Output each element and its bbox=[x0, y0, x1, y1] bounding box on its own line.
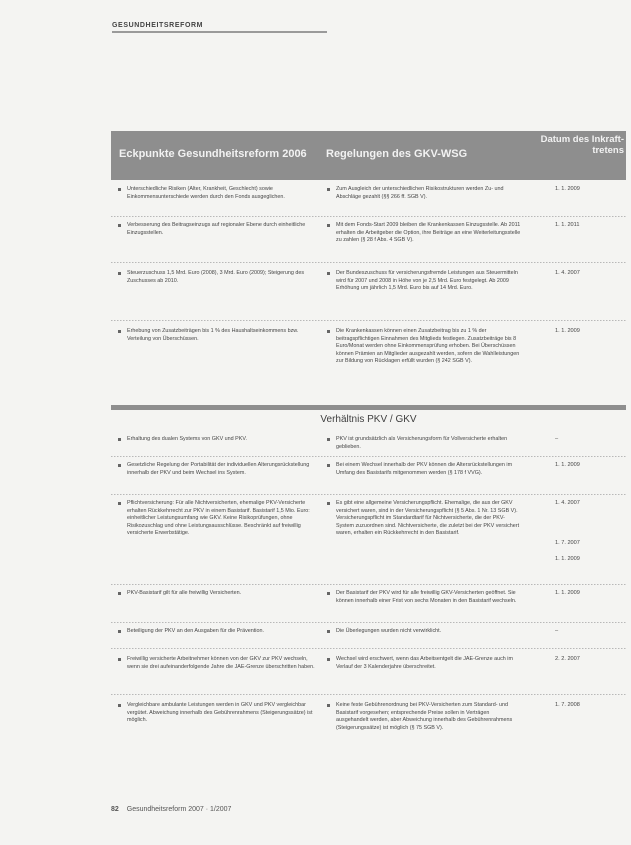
bullet-icon bbox=[118, 592, 121, 595]
row-a3-eckpunkt: Steuerzuschuss 1,5 Mrd. Euro (2008), 3 Mrd. Euro (2009); Steigerung des Zuschusses ab 2010. bbox=[127, 270, 317, 285]
row-b4-date: 1. 1. 2009 bbox=[555, 590, 580, 596]
page-number: 82 bbox=[111, 806, 119, 813]
row-a3-regelung: Der Bundeszuschuss für versicherungsfremde Leistungen aus Steuermitteln wird für 2007 und 2008 in Höhe von je 2,5 Mrd. Euro festgelegt. Ab 2009 Erhöhung um jährlich 1,5 Mrd. Euro bis auf 14 Mrd. Euro. bbox=[336, 270, 521, 293]
row-b5-eckpunkt: Beteiligung der PKV an den Ausgaben für die Prävention. bbox=[127, 628, 317, 636]
row-b6-eckpunkt: Freiwillig versicherte Arbeitnehmer können von der GKV zur PKV wechseln, wenn sie drei aufeinanderfolgende Jahre die JAE-Grenze überschritten haben. bbox=[127, 656, 317, 671]
bullet-icon bbox=[118, 188, 121, 191]
row-a1-eckpunkt: Unterschiedliche Risiken (Alter, Krankheit, Geschlecht) sowie Einkommensunterschiede werden durch den Fonds ausgeglichen. bbox=[127, 186, 317, 201]
row-b3-date-2: 1. 7. 2007 bbox=[555, 540, 580, 546]
row-separator bbox=[111, 216, 626, 217]
row-separator bbox=[111, 622, 626, 623]
bullet-icon bbox=[327, 630, 330, 633]
page-footer bbox=[111, 806, 231, 813]
row-b1-eckpunkt: Erhaltung des dualen Systems von GKV und PKV. bbox=[127, 436, 317, 444]
bullet-icon bbox=[327, 330, 330, 333]
bullet-icon bbox=[118, 502, 121, 505]
bullet-icon bbox=[118, 224, 121, 227]
running-head: GESUNDHEITSREFORM bbox=[112, 22, 204, 29]
row-b4-eckpunkt: PKV-Basistarif gilt für alle freiwillig Versicherten. bbox=[127, 590, 317, 598]
row-separator bbox=[111, 648, 626, 649]
row-b3-regelung: Es gibt eine allgemeine Versicherungspflicht. Ehemalige, die aus der GKV versichert waren, sind in der Versicherungspflicht (§ 5 Abs. 1 Nr. 13 SGB V). Versicherungspflicht im Standardtarif für Nichtversicherte, die der PKV-System zuzuordnen sind. Nichtversicherte, die zuletzt bei der PKV versichert waren, erhalten ein Rückkehrrecht in den Basistarif. bbox=[336, 500, 521, 538]
row-b5-date: – bbox=[555, 628, 559, 634]
row-b2-eckpunkt: Gesetzliche Regelung der Portabilität der individuellen Alterungsrückstellung innerhalb der PKV und beim Wechsel ins System. bbox=[127, 462, 317, 477]
row-b4-regelung: Der Basistarif der PKV wird für alle freiwillig GKV-Versicherten geöffnet. Sie können innerhalb einer Frist von sechs Monaten in den Basistarif wechseln. bbox=[336, 590, 521, 605]
footer-text: Gesundheitsreform 2007 · 1/2007 bbox=[126, 806, 232, 813]
row-b6-regelung: Wechsel wird erschwert, wenn das Arbeitsentgelt die JAE-Grenze auch im Verlauf der 3 Kalenderjahre überschreitet. bbox=[336, 656, 521, 671]
bullet-icon bbox=[327, 272, 330, 275]
row-a1-regelung: Zum Ausgleich der unterschiedlichen Risikostrukturen werden Zu- und Abschläge gezahlt (§§ 266 ff. SGB V). bbox=[336, 186, 521, 201]
row-separator bbox=[111, 494, 626, 495]
row-b3-eckpunkt: Pflichtversicherung: Für alle Nichtversicherten, ehemalige PKV-Versicherte erhalten Rückkehrrecht zur PKV in einem Basistarif. Basistarif 1,5 Mio. Euro: einheitlicher Leistungsumfang wie GKV. Keine Risikoprüfungen, ohne Risikozuschlag und ohne Leistungsausschlüsse. Beschränkt auf freiwillig versicherte Erwerbstätige. bbox=[127, 500, 317, 538]
row-b7-eckpunkt: Vergleichbare ambulante Leistungen werden in GKV und PKV vergleichbar vergütet. Abweichung innerhalb des Gebührenrahmens (Steigerungssätze) ist möglich. bbox=[127, 702, 317, 725]
section-title: Verhältnis PKV / GKV bbox=[320, 414, 417, 425]
bullet-icon bbox=[327, 438, 330, 441]
table-header bbox=[111, 131, 626, 180]
bullet-icon bbox=[118, 272, 121, 275]
row-b3-date-3: 1. 1. 2009 bbox=[555, 556, 580, 562]
row-b2-date: 1. 1. 2009 bbox=[555, 462, 580, 468]
bullet-icon bbox=[327, 224, 330, 227]
bullet-icon bbox=[118, 464, 121, 467]
row-a1-date: 1. 1. 2009 bbox=[555, 186, 580, 192]
row-a2-regelung: Mit dem Fonds-Start 2009 bleiben die Krankenkassen Einzugsstelle. Ab 2011 erhalten die Arbeitgeber die Option, ihre Beiträge an eine Weiterleitungsstelle zu zahlen (§ 28 f Abs. 4 SGB V). bbox=[336, 222, 521, 245]
running-head-rule bbox=[112, 31, 327, 33]
row-separator bbox=[111, 320, 626, 321]
row-a4-eckpunkt: Erhebung von Zusatzbeiträgen bis 1 % des Haushaltseinkommens bzw. Verteilung von Überschüssen. bbox=[127, 328, 317, 343]
row-b1-regelung: PKV ist grundsätzlich als Versicherungsform für Vollversicherte erhalten geblieben. bbox=[336, 436, 521, 451]
row-b5-regelung: Die Überlegungen wurden nicht verwirklicht. bbox=[336, 628, 521, 636]
row-b2-regelung: Bei einem Wechsel innerhalb der PKV können die Altersrückstellungen im Umfang des Basistarifs mitgenommen werden (§ 178 f VVG). bbox=[336, 462, 521, 477]
row-b1-date: – bbox=[555, 436, 559, 442]
header-eckpunkte: Eckpunkte Gesundheitsreform 2006 bbox=[119, 148, 307, 160]
row-separator bbox=[111, 584, 626, 585]
bullet-icon bbox=[118, 438, 121, 441]
bullet-icon bbox=[118, 330, 121, 333]
row-separator bbox=[111, 262, 626, 263]
row-separator bbox=[111, 456, 626, 457]
row-a2-date: 1. 1. 2011 bbox=[555, 222, 580, 228]
header-datum: Datum des Inkraft-tretens bbox=[540, 134, 624, 156]
row-separator bbox=[111, 694, 626, 695]
row-a4-regelung: Die Krankenkassen können einen Zusatzbeitrag bis zu 1 % der beitragspflichtigen Einnahmen des Mitglieds festlegen. Zusatzbeiträge bis 8 Euro/Monat werden ohne Einkommensprüfung erhoben. Bei Überschüssen können Prämien an Mitglieder ausgezahlt werden, sofern die Wahlleistungen zur Bildung von Rücklagen erfüllt wurden (§ 242 SGB V). bbox=[336, 328, 521, 366]
bullet-icon bbox=[327, 658, 330, 661]
section-rule bbox=[111, 405, 626, 410]
row-b6-date: 2. 2. 2007 bbox=[555, 656, 580, 662]
row-b3-date-1: 1. 4. 2007 bbox=[555, 500, 580, 506]
bullet-icon bbox=[327, 592, 330, 595]
bullet-icon bbox=[118, 704, 121, 707]
row-b7-date: 1. 7. 2008 bbox=[555, 702, 580, 708]
bullet-icon bbox=[327, 464, 330, 467]
row-a2-eckpunkt: Verbesserung des Beitragseinzugs auf regionaler Ebene durch einheitliche Einzugsstellen. bbox=[127, 222, 317, 237]
bullet-icon bbox=[327, 502, 330, 505]
row-b7-regelung: Keine feste Gebührenordnung bei PKV-Versicherten zum Standard- und Basistarif vorgesehen; entsprechende Preise sollen in Verträgen ausgehandelt werden, aber Abweichung innerhalb des Gebührenrahmens (Steigerungssätze) ist möglich (§ 75 SGB V). bbox=[336, 702, 521, 732]
row-a4-date: 1. 1. 2009 bbox=[555, 328, 580, 334]
bullet-icon bbox=[118, 630, 121, 633]
bullet-icon bbox=[118, 658, 121, 661]
bullet-icon bbox=[327, 188, 330, 191]
header-regelungen: Regelungen des GKV-WSG bbox=[326, 148, 468, 160]
row-a3-date: 1. 4. 2007 bbox=[555, 270, 580, 276]
bullet-icon bbox=[327, 704, 330, 707]
